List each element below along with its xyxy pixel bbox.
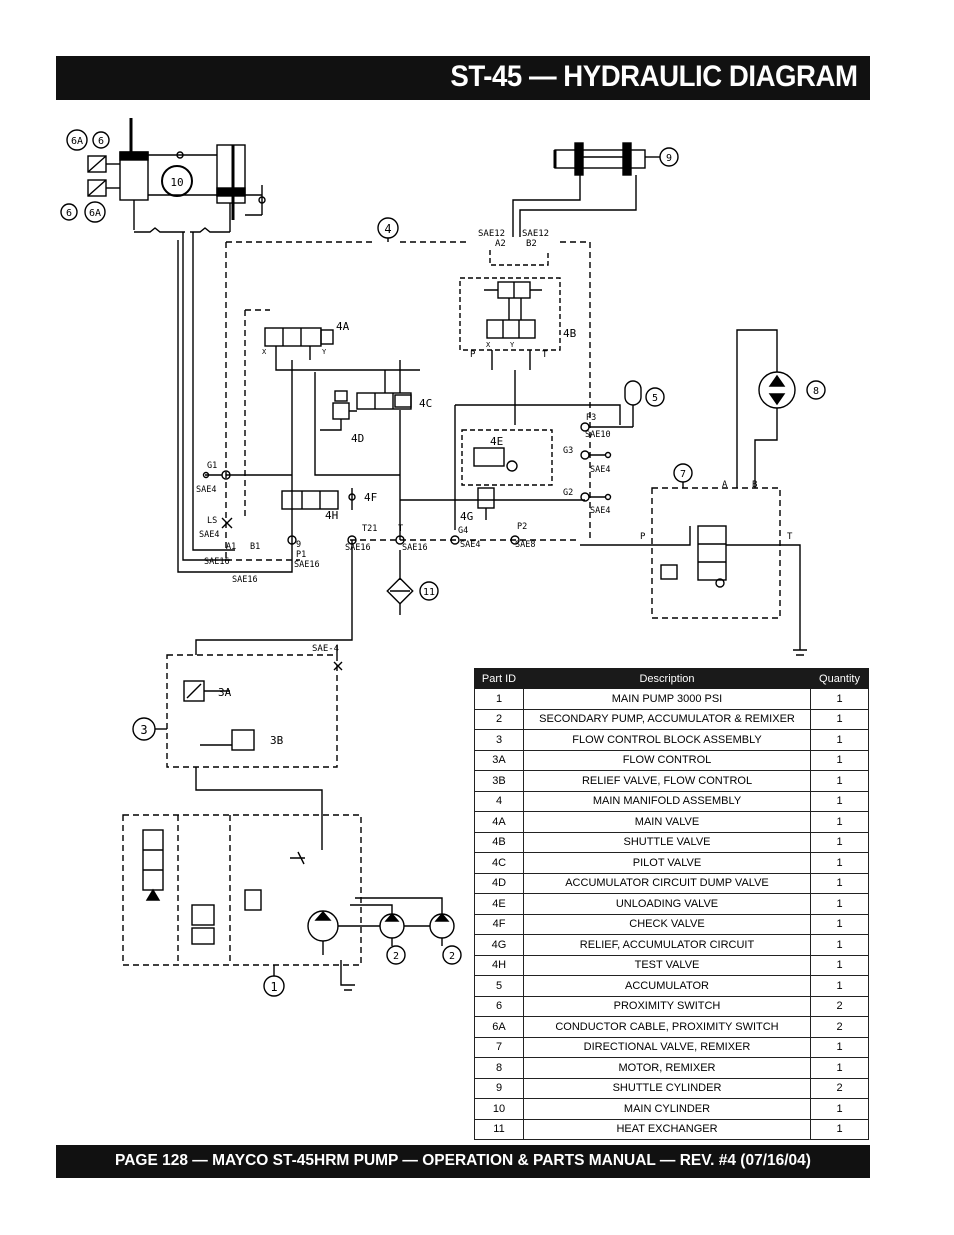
callout-8: 8: [812, 386, 820, 397]
table-row: [475, 791, 869, 812]
cell-part-id: 4C: [475, 853, 524, 874]
table-row: [475, 1119, 869, 1140]
parts-table: [474, 668, 869, 1140]
cell-part-id: 8: [475, 1058, 524, 1079]
label-x2: X: [486, 341, 491, 349]
label-4e: 4E: [490, 435, 504, 448]
label-4b-t: T: [542, 350, 548, 360]
table-row: [475, 894, 869, 915]
label-4b-p: P: [470, 350, 476, 360]
cell-description: MAIN PUMP 3000 PSI: [524, 689, 811, 710]
cell-quantity: 1: [811, 730, 869, 751]
remixer-motor: [737, 330, 825, 488]
table-row: [475, 996, 869, 1017]
cell-description: MAIN CYLINDER: [524, 1099, 811, 1120]
table-row: [475, 1099, 869, 1120]
callout-6-top: 6: [97, 136, 105, 147]
label-a1: A1: [226, 542, 237, 552]
table-row: [475, 750, 869, 771]
table-row: [475, 1078, 869, 1099]
label-t: T: [398, 524, 404, 534]
cell-part-id: 4H: [475, 955, 524, 976]
label-9-port: 9: [296, 540, 302, 550]
callout-2-b: 2: [448, 951, 456, 962]
cell-description: FLOW CONTROL BLOCK ASSEMBLY: [524, 730, 811, 751]
cell-quantity: 1: [811, 791, 869, 812]
cell-part-id: 4: [475, 791, 524, 812]
cell-part-id: 5: [475, 976, 524, 997]
footer-bar: [56, 1145, 870, 1178]
label-4f: 4F: [364, 491, 378, 504]
table-row: [475, 853, 869, 874]
label-p3: P3: [586, 413, 597, 423]
label-4a: 4A: [336, 320, 350, 333]
label-4g: 4G: [460, 510, 474, 523]
valve-4a: [262, 320, 420, 370]
directional-valve: [580, 464, 807, 655]
ports: [196, 413, 611, 585]
cell-quantity: 1: [811, 1037, 869, 1058]
header-quantity: Quantity: [811, 669, 869, 689]
callout-3: 3: [140, 723, 148, 737]
label-ls: LS: [207, 516, 218, 526]
cell-quantity: 1: [811, 689, 869, 710]
table-row: [475, 832, 869, 853]
main-pump-group: [123, 815, 361, 996]
cell-description: ACCUMULATOR: [524, 976, 811, 997]
callout-1: 1: [270, 980, 278, 994]
footer-text: PAGE 128 — MAYCO ST-45HRM PUMP — OPERATION & PARTS MANUAL — REV. #4 (07/16/04): [115, 1152, 811, 1169]
table-row: [475, 1017, 869, 1038]
cell-part-id: 11: [475, 1119, 524, 1140]
table-row: [475, 914, 869, 935]
table-row: [475, 935, 869, 956]
cell-description: UNLOADING VALVE: [524, 894, 811, 915]
label-a2: A2: [495, 239, 506, 249]
label-sae16-t21: SAE16: [345, 543, 371, 553]
cell-quantity: 1: [811, 771, 869, 792]
table-row: [475, 873, 869, 894]
page-title: ST-45 — HYDRAULIC DIAGRAM: [450, 60, 858, 93]
cell-description: ACCUMULATOR CIRCUIT DUMP VALVE: [524, 873, 811, 894]
callout-6-bottom: 6: [65, 208, 73, 219]
label-sae16-p1: SAE16: [294, 560, 320, 570]
valve-4f: [349, 488, 377, 510]
valve-4c: [357, 360, 432, 410]
label-b2: B2: [526, 239, 537, 249]
cell-part-id: 4F: [475, 914, 524, 935]
valve-4g: [460, 488, 494, 523]
cell-description: FLOW CONTROL: [524, 750, 811, 771]
label-port-a: A: [722, 480, 728, 490]
cell-quantity: 1: [811, 1119, 869, 1140]
cell-description: CONDUCTOR CABLE, PROXIMITY SWITCH: [524, 1017, 811, 1038]
label-4d: 4D: [351, 432, 365, 445]
cell-description: PROXIMITY SWITCH: [524, 996, 811, 1017]
flow-control-block: [133, 540, 352, 850]
table-row: [475, 709, 869, 730]
cell-description: TEST VALVE: [524, 955, 811, 976]
secondary-pumps: [338, 898, 461, 964]
label-3a: 3A: [218, 686, 232, 699]
cell-quantity: 1: [811, 709, 869, 730]
cell-part-id: 9: [475, 1078, 524, 1099]
cell-description: PILOT VALVE: [524, 853, 811, 874]
label-sae10: SAE10: [585, 430, 611, 440]
label-3b: 3B: [270, 734, 284, 747]
label-g2: G2: [563, 488, 574, 498]
label-sae12-b: SAE12: [522, 229, 550, 239]
callout-7: 7: [679, 469, 687, 480]
cell-quantity: 1: [811, 750, 869, 771]
callout-4: 4: [384, 222, 392, 236]
cell-quantity: 2: [811, 1078, 869, 1099]
cell-part-id: 3A: [475, 750, 524, 771]
cell-description: SECONDARY PUMP, ACCUMULATOR & REMIXER: [524, 709, 811, 730]
cell-quantity: 1: [811, 853, 869, 874]
table-row: [475, 955, 869, 976]
valve-4h: [282, 491, 338, 522]
proximity-switches: [61, 130, 120, 222]
label-b1: B1: [250, 542, 261, 552]
cell-description: CHECK VALVE: [524, 914, 811, 935]
valve-4b: [460, 250, 577, 370]
callout-2-a: 2: [392, 951, 400, 962]
cell-quantity: 1: [811, 1058, 869, 1079]
cell-quantity: 1: [811, 812, 869, 833]
table-row: [475, 976, 869, 997]
cell-part-id: 6: [475, 996, 524, 1017]
callout-9: 9: [665, 153, 673, 164]
cell-quantity: 1: [811, 832, 869, 853]
callout-6a-bottom: 6A: [88, 208, 102, 219]
cell-description: RELIEF VALVE, FLOW CONTROL: [524, 771, 811, 792]
label-sae4-g3: SAE4: [590, 465, 611, 475]
table-row: [475, 812, 869, 833]
label-x1: X: [262, 348, 267, 356]
label-port-p: P: [640, 532, 646, 542]
label-sae8: SAE8: [515, 540, 536, 550]
cell-quantity: 2: [811, 1017, 869, 1038]
callout-6a-top: 6A: [70, 136, 84, 147]
header-description: Description: [524, 669, 811, 689]
cell-part-id: 4A: [475, 812, 524, 833]
table-row: [475, 689, 869, 710]
label-g3: G3: [563, 446, 574, 456]
cell-quantity: 1: [811, 873, 869, 894]
label-sae-minus-4: SAE-4: [312, 644, 340, 654]
label-y1: Y: [322, 348, 327, 356]
label-p1: P1: [296, 550, 307, 560]
label-sae16-a: SAE16: [204, 557, 230, 567]
cell-description: MAIN VALVE: [524, 812, 811, 833]
header-part-id: Part ID: [475, 669, 524, 689]
label-p2: P2: [517, 522, 528, 532]
label-sae4-g1: SAE4: [196, 485, 217, 495]
cell-part-id: 4E: [475, 894, 524, 915]
cell-part-id: 7: [475, 1037, 524, 1058]
label-sae4-ls: SAE4: [199, 530, 220, 540]
label-t21: T21: [362, 524, 378, 534]
cell-quantity: 1: [811, 955, 869, 976]
cell-part-id: 3: [475, 730, 524, 751]
cell-part-id: 3B: [475, 771, 524, 792]
table-header-row: [475, 669, 869, 689]
cell-description: RELIEF, ACCUMULATOR CIRCUIT: [524, 935, 811, 956]
shuttle-cylinder: [513, 143, 678, 237]
cell-part-id: 4D: [475, 873, 524, 894]
label-4b: 4B: [563, 327, 577, 340]
cell-part-id: 6A: [475, 1017, 524, 1038]
label-sae4-g2: SAE4: [590, 506, 611, 516]
cell-quantity: 1: [811, 935, 869, 956]
cell-part-id: 2: [475, 709, 524, 730]
table-row: [475, 1037, 869, 1058]
cell-quantity: 1: [811, 1099, 869, 1120]
table-row: [475, 730, 869, 751]
cell-quantity: 2: [811, 996, 869, 1017]
cell-description: SHUTTLE VALVE: [524, 832, 811, 853]
table-row: [475, 1058, 869, 1079]
label-port-t: T: [787, 532, 793, 542]
heat-exchanger: [387, 550, 438, 615]
cell-part-id: 1: [475, 689, 524, 710]
table-row: [475, 771, 869, 792]
cell-description: SHUTTLE CYLINDER: [524, 1078, 811, 1099]
label-port-b: B: [752, 480, 758, 490]
label-g1: G1: [207, 461, 218, 471]
callout-10: 10: [170, 176, 184, 189]
header-bar: [56, 56, 870, 100]
parts-table-body: [475, 689, 869, 1140]
valve-4e: [462, 430, 552, 485]
cell-description: MOTOR, REMIXER: [524, 1058, 811, 1079]
cell-quantity: 1: [811, 976, 869, 997]
cell-part-id: 4B: [475, 832, 524, 853]
label-4h: 4H: [325, 509, 339, 522]
cell-description: MAIN MANIFOLD ASSEMBLY: [524, 791, 811, 812]
label-y2: Y: [510, 341, 515, 349]
cell-quantity: 1: [811, 894, 869, 915]
cell-quantity: 1: [811, 914, 869, 935]
label-sae4-g4: SAE4: [460, 540, 481, 550]
cell-description: HEAT EXCHANGER: [524, 1119, 811, 1140]
label-sae12-a: SAE12: [478, 229, 506, 239]
callout-5: 5: [651, 393, 659, 404]
main-cylinder: [120, 118, 265, 232]
accumulator: [589, 381, 664, 427]
label-g4: G4: [458, 526, 469, 536]
callout-11: 11: [422, 587, 436, 598]
cell-part-id: 10: [475, 1099, 524, 1120]
cell-description: DIRECTIONAL VALVE, REMIXER: [524, 1037, 811, 1058]
cell-part-id: 4G: [475, 935, 524, 956]
label-sae16-t: SAE16: [402, 543, 428, 553]
label-sae16-b: SAE16: [232, 575, 258, 585]
label-4c: 4C: [419, 397, 433, 410]
